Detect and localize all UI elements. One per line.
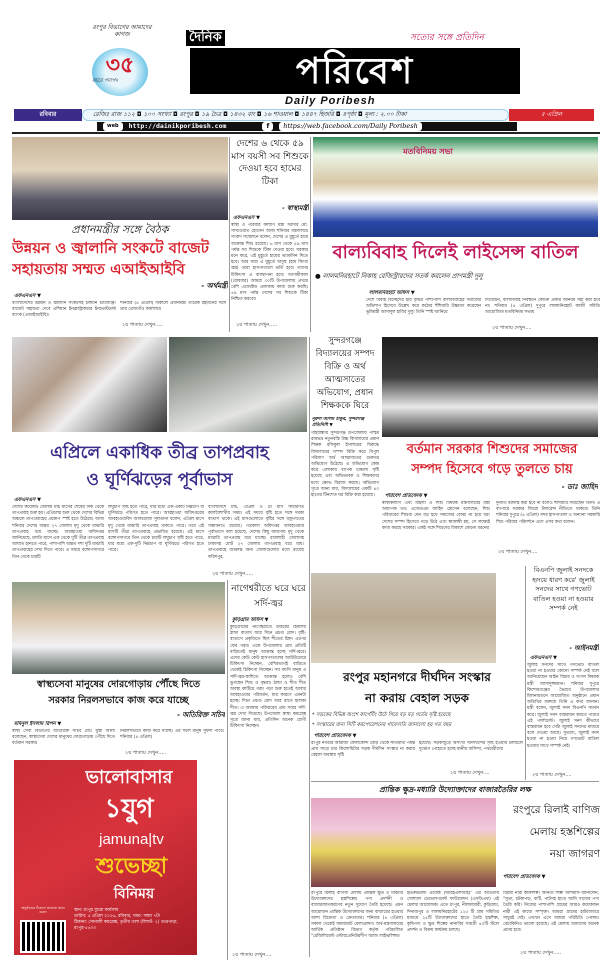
child-marriage-continued[interactable]: ২য় পাতায় দেখুন.... (492, 325, 532, 331)
ad-line-2: ১যুগ (104, 794, 154, 824)
health-service-headline-2[interactable]: সরকার নিরলসভাবে কাজ করে যাচ্ছে (48, 695, 189, 706)
measles-attribution: - স্বাস্থ্যমন্ত্রী (282, 204, 309, 212)
health-service-photo (12, 582, 225, 674)
children-govt-body-2: দুর্নীতি বরদাস্ত করা হবে না বলেও হুঁশিয়ারি দিয়েছেন তিনি। এ ব্যাপারে সরকার জিরো টলারেন্স নীতিতে থাকবে। তিনি শনিবার দুপুরে (৪ এপ্রিল) সদর হাসপাতাল ও অন্যান্য সরকারি শিশু পরিবার পরিদর্শনে এসে এসব কথা বলেন। (496, 501, 600, 525)
roads-headline-1[interactable]: রংপুর মহানগরে দীর্ঘদিন সংস্কার (343, 670, 491, 684)
child-marriage-body-1: দেশে বিবাহ বিচ্ছেদের হার বৃদ্ধির পাশাপাশি বাল্যবিবাহের সমাজের অভিশাপ হিসেবে উল্লেখ করে কঠোর হুঁশিয়ারি উচ্চারণ করেছেন ভূমিমন্ত্রী আসাদুল হাবিব দুলু। তিনি স্পষ্ট জানিয়ে (366, 298, 481, 316)
child-marriage-subhead: ● লালমনিরহাটে নিকাহ রেজিস্ট্রারদের সতর্ক করলেন প্রাণমন্ত্রী দুলু (315, 272, 483, 280)
column-rule (227, 580, 228, 960)
children-govt-byline: পরিবেশ প্রতিবেদক ▼ (385, 493, 428, 499)
handicraft-headline-3[interactable]: নয়া জাগরণ (549, 848, 600, 860)
heatwave-continued[interactable]: ২য় পাতায় দেখুন..... (212, 571, 254, 577)
logo-prefix: দৈনিক (186, 30, 225, 46)
cyclone-photo (169, 337, 307, 432)
column-rule (310, 137, 311, 332)
handicraft-continued[interactable]: ২য় পাতায় দেখুন..... (520, 950, 562, 956)
nageshwari-continued[interactable]: ২য় পাতায় দেখুন.... (232, 952, 272, 958)
measles-byline: এফএনএস ▼ (233, 215, 260, 221)
handicraft-photo (311, 798, 496, 887)
qr-code-icon[interactable] (20, 920, 66, 953)
health-service-body-1: স্বাস্থ্য সেবা বিভাগের অতিরিক্ত সচিব মোঃ মুস্তা আলী বলেছেন, স্বাস্থ্যসেবা দেশের মানুষের দোরগোড়ায় পৌঁছে দিতে বর্তমান সরকার (12, 729, 115, 747)
pm-meeting-body-1: বাংলাদেশের উন্নয়ন ও জ্বালানি সংকটসহ চলমান চ্যালেঞ্জিং বাজেট সহায়তা দেবে এশিয়ান ইনফ্রাস্ট্রাকচার ইনভেস্টমেন্ট ব্যাংক (এআইআইবি)। (12, 301, 116, 319)
children-govt-photo (382, 337, 598, 437)
heatwave-headline-2[interactable]: ও ঘূর্ণিঝড়ের পূর্বাভাস (86, 470, 233, 490)
nageshwari-body: কুড়িগ্রামের নাগেশ্বরীতে উত্তরের হিমালয় ঠান্ডা বাতাস আর দিনে প্রচণ্ড রোদ। বৃষ্টি-বাতাসে প্রকৃতিতে ছিল শীতের চিহ্ন। এরপর ফের গরম। একে উপজেলার প্রায় প্রতিটি বাড়িতেই মানুষ আক্রান্ত হচ্ছে সর্দি-জ্বরে। এদের কেউ কেউ হাসপাতালের আউটডোরে চিকিৎসা নিচ্ছেন, বেশিরভাগই বাড়িতে থেকেই চিকিৎসা নিচ্ছেন। সব বয়সি মানুষ এ সর্দি-জ্বর-কাশিতে আক্রান্ত হলেও বেশি ভুগছেন শিশু ও বৃদ্ধরা। ঠান্ডা ও শীত শীত অবস্থা কাটিয়ে গরম পড়া শুরু হতেই আবার আবহাওয়ার পরিবর্তন, যার কারণে এমনটা হচ্ছে। দিনে প্রচণ্ড রোদ আর রাতে হালকা শীত। এ অবস্থায় পরিবারের প্রায় সবার সর্দি-জ্বর দেখা দিয়েছে। উপজেলা স্বাস্থ্য কমপ্লেক্স সূত্রে জানা যায়, প্রতিদিন অনেক রোগী চিকিৎসা নিচ্ছেন। (230, 625, 306, 730)
pm-meeting-continued[interactable]: ২য় পাতায় দেখুন..... (122, 322, 164, 328)
bnp-charter-body: জুলাই সনদের সাথে গণভোট বাতিল হওয়া না হওয়ার কোনো সম্পর্ক নেই বলে জানিয়েছেন আইন বিচার ও সংসদ বিষয়ক মন্ত্রী আসাদুজ্জামান। শনিবার দুপুরে কিশোরগঞ্জের ভৈরবে উপজেলার মিলনায়তনে আয়োজিত অনুষ্ঠানে প্রধান অতিথির বক্তব্যে তিনি এ কথা জানান। মন্ত্রী বলেন, জুলাই সনদ বিএনপি সমর্থন করে। জুলাই সনদ বাস্তবায়ন করতে পারবে এই পার্লামেন্ট। জুলাই সনদ কীভাবে বাস্তবায়ন হবে সেটা জুলাই সনদের মাধ্যমে বলে দেওয়া আছে। সুতরাং, জুলাই সনদ হওয়া না হওয়া নিয়ে গণভোট বাতিল হওয়ার সাথে সম্পর্ক নেই। (527, 663, 599, 749)
heatwave-body-1: দেশের কয়েকটি জেলায় মার্চ মাসের শেষের দিক থেকে তাপপ্রবাহ শুরু হয়। এপ্রিলের শুরু থেকে দেশের বিভিন্ন অঞ্চলে তাপপ্রবাহের প্রকোপ স্পষ্ট হতে উঠেছে। আজ শনিবার দেশের অন্তত ২৭ জেলায় মৃদু থেকে মাঝারি তাপপ্রবাহ বয়ে যাচ্ছে। আবহাওয়া অধিদপ্তর জানিয়েছে, চলতি মাসে এক থেকে দুটি তীব্র তাপপ্রবাহ আঘাত হানতে পারে, পাশাপাশি অন্তত দশা দুটি মাঝারি তাপপ্রবাহের দেখা দিতে পারে। এ সময়ে বঙ্গোপসাগরে তিন থেকে চারটি (12, 505, 104, 560)
child-marriage-photo (313, 137, 598, 237)
child-marriage-subhead-text: লালমনিরহাটে নিকাহ রেজিস্ট্রারদের সতর্ক করলেন প্রাণমন্ত্রী দুলু (322, 272, 483, 280)
nageshwari-byline: কুড়িগ্রাম অফিস ▼ (232, 617, 269, 623)
health-service-headline-1[interactable]: স্বাস্থ্যসেবা মানুষের দোরগোড়ায় পৌঁছে দিতে (37, 679, 200, 690)
ad-info (74, 908, 194, 932)
health-service-byline: মমিনুল ইসলাম রিপন ▼ (14, 721, 62, 727)
heatwave-body-3: বাংলাদেশে মার্চ, এপ্রিল ও মে মাস সাধারণত কালবৈশাখীর সময়। এই সময়ে বৃষ্টি হতে সঙ্গে দমকা বাতাস থাকে। এই মাসগুলোতে বৃষ্টির সঙ্গে বজ্রপাতের সম্ভাবনাও রয়েছে। গতকাল অধিদপ্তর আবহাওয়ার পূর্বাভাসে বলা হয়েছে, দেশের কিছু জায়গায় মৃদু থেকে মাঝারি তাপপ্রবাহ বয়ে যাচ্ছে। রাজশাহী জেলাসহ ঢাকাসহ মোট ২৭ জেলায় তাপপ্রবাহ বয়ে যায়। তাপপ্রবাহে আক্রান্ত অন্য জেলাগুলোর মধ্যে রয়েছে ফরিদপুর, (208, 505, 304, 560)
roads-bullet-2: * সংস্কারের জন্য সিটি করপোরেশনের গাফেলতি জানালো হয় গত বছর (312, 722, 452, 728)
handicraft-body-3: বিপ্লবী নারী কারুশিল্প। অনিতা শিল্পী আশরাফ জানালেন, "সুতা, চটকাপড়, বাটি, পাটসহ হাতে আমি খাদ্যের পণ্য তৈরি করি। নিজের পাশাপাশি গ্রামের আরও কয়েকজন নারী এই কাজে সম্পৃক্ত। আমরা গ্রামের হাটবাজারে সাধুরই দেই। এখানে এসে আমরা পরিচিতি পেলাম। বেচাকিনিও ভালো হয়েছে। এই মেলায় আমাদের অনেক প্রচার হবে। (503, 891, 599, 934)
web-icon: web (103, 122, 123, 131)
pm-meeting-photo (12, 137, 228, 220)
roads-headline-2[interactable]: না করায় বেহাল সড়ক (365, 691, 469, 705)
edition-day: রবিবার (14, 109, 82, 121)
ad-qr-label: অনুষ্ঠানের ঠিকানা জানতে স্ক্যান করুন (21, 906, 65, 914)
handicraft-body-2: ইমপ্রুভমেন্ট প্রজেক্ট (আরইএলআই)" এর আওতায় সোশ্যাল ডেভেলপমেন্ট ফাউন্ডেশন (এসডিএফ) এই মেলার আয়োজক। এতে রংপুর, নীলফামারী, কুড়িগ্রাম, দিনাজপুর ও লালমনিরহাটের ১২৫ টি গ্রাম সমিতির মাধ্যমে ২৫টি উদ্যোক্তাদের হাতে তৈরি হস্তশিল্প, কৃষিপণ্য ও ক্ষুদ্র শিল্পের নানাবিধ সামগ্রী ৪০টি স্টলে প্রদর্শন ও বিক্রয় কার্যক্রম চলছে। (407, 891, 499, 934)
child-marriage-headline[interactable]: বাল্যবিবাহ দিলেই লাইসেন্স বাতিল (332, 242, 579, 263)
facebook-icon: f (262, 122, 273, 131)
bnp-charter-byline: এফএনএস ▼ (530, 655, 557, 661)
measles-body: স্বাস্থ্য ও পরিবার কল্যাণ মন্ত্রী সরদার মো. সাখাওয়াত হোসেন আজ শনিবার মন্ত্রণালয়ে সংবাদ সম্মেলনে বলেন, দেশের এ মুহূর্তে হামে আক্রান্ত শিশু রয়েছে। ৬ মাস থেকে ৫৯ মাস পর্যন্ত সব শিশুকে টিকা দেওয়া হবে। সরকার মনে করে, এই মুহূর্তে হামের ভ্যাকসিন দিতে হবে। আর যারা এ মুহূর্তে অসুস্থ (হাম কিংবা জ্বর) তারা হাসপাতালে ভর্তি হবে। তাদের চিকিৎসা এ ব্যবস্থাপনা হবে। আগামীকাল (রোববার) আমরা ৩০টি উপজেলায় প্রথমে বেশি এফেক্টেড এলাকায় কাজ শুরু করছি। ৫৯ মাস পর্যন্ত দেশের সব শিশুকে টিকা নিশ্চিত করবো। (231, 223, 308, 303)
handicraft-kicker: প্রান্তিক ক্ষুদ্র-মধ্যারি উদ্যোক্তাদের বাজারতৈরির লক্ষ (379, 785, 531, 794)
meeting-banner-text: মতবিনিময় সভা (403, 147, 453, 156)
heatwave-byline: এফএনএস ▼ (14, 497, 41, 503)
ad-datetime: তারিখ: ৫ এপ্রিল ২০২৬, রবিবার, সময়: সন্ধ্যা ৭টা (74, 914, 160, 919)
ad-line-4: বিনিময় (113, 886, 155, 902)
column-rule (309, 337, 310, 957)
handicraft-byline: পরিবেশ প্রতিবেদক ▼ (503, 874, 546, 880)
roads-byline: পরিবেশ প্রতিবেদক ▼ (314, 733, 357, 739)
pm-meeting-headline-1[interactable]: উন্নয়ন ও জ্বালানি সংকটে বাজেট (12, 239, 209, 257)
heatwave-photo (12, 337, 167, 432)
anniversary-text: বছরে পদার্পণ (92, 78, 119, 84)
ad-channel-logo: jamuna|tv (99, 831, 164, 848)
anniversary-badge (92, 48, 148, 96)
anniversary-number: ৩৫ (105, 52, 135, 78)
column-rule (525, 566, 526, 780)
measles-continued[interactable]: ২য় পাতায় দেখুন..... (236, 322, 278, 328)
ad-line-1: ভালোবাসার (85, 767, 173, 788)
school-property-body: গাইবান্ধার সুন্দরগঞ্জ উপজেলার পশ্চিম রামভদ্র নতুনবস্তি উচ্চ বিদ্যালয়ের প্রধান শিক্ষক রফিকুল ইসলামের বিরুদ্ধে বিদ্যালয়ের সম্পদ বিক্রি করে বিপুল পরিমাণ অর্থ আত্মসাতের গুরুতর অভিযোগ উঠেছে। এ অভিযোগ কেন্দ্র করে এলাকায় ব্যাপক চাঞ্চল্য সৃষ্টি হয়েছে এবং অভিভাবক ও শিক্ষকদের মধ্যে ক্ষোভ বিরাজ করছে। অভিযোগ সূত্রে জানা যায়, বিদ্যালয়ের একটি ৪০ হাতের টিনশেড ঘর বিক্রি করা হয়েছে। (311, 431, 379, 499)
edition-info: রেজিঃ রাজ ১১২ ◘ ১০০ সংখ্যা ◘ রংপুর ◘ ১৯ চৈত্র ◘ ১৪৩২ বাং ◘ ১৬ শাওয়াল ◘ ১৪৪৭ হিজরি ◘ ৪পৃষ্ঠা ◘ মূল্য : ২.০০ টাকা (82, 109, 509, 121)
children-govt-attribution: - ডাঃ জাহিদ (561, 482, 598, 491)
pm-meeting-attribution: - অর্থমন্ত্রী (201, 281, 228, 290)
child-marriage-body-2: দিয়েছেন, বাল্যবিবাহ নিবন্ধনে কোনো প্রকার অনিয়ম সহ্য করা হবে না। শনিবার (৪ এপ্রিল) দুপুরে লালমনিরহাট কাজী সমিতি আয়োজিত মতবিনিময় সভায় (485, 298, 600, 316)
bnp-charter-attribution: - আইনমন্ত্রী (569, 644, 599, 652)
logo-english: Daily Poribesh (285, 95, 376, 107)
children-govt-continued[interactable]: ২য় পাতায় দেখুন.... (498, 549, 538, 555)
children-govt-body-1: স্বাস্থ্যকল্যাণ এবং মহিলা ও শিশু বিষয়ক মন্ত্রণালয়ের মন্ত্রী অধ্যাপক ডাঃ এজেডএম জাহিদ হোসেন বলেছেন, শিশু পরিবারের শিশুরা যেন বড় হয়ে সমাজের বোঝা না হয়ে বরং দেশের সম্পদ হিসেবে গড়ে উঠে এবং স্বাবলম্বী হয়, সে লক্ষ্যেই কাজ করছে সরকার। একই সঙ্গে শিশুদের বিকাশে কোনো ধরনের (382, 501, 490, 531)
children-govt-headline-1[interactable]: বর্তমান সরকার শিশুদের সমাজের (406, 442, 578, 457)
roads-continued[interactable]: ২য় পাতায় দেখুন.... (450, 770, 490, 776)
regional-tagline: রংপুর বিভাগের আমাদের কাগজ (92, 24, 152, 38)
column-rule (229, 137, 230, 332)
child-marriage-byline: লালমনিরহাট অফিস ▼ (369, 290, 415, 296)
roads-photo (311, 573, 496, 663)
edition-date: ৫ এপ্রিল (509, 109, 594, 121)
section-divider (311, 781, 599, 782)
health-service-continued[interactable]: ২য় পাতায় দেখুন..... (125, 750, 167, 756)
edition-bar (14, 109, 594, 121)
bnp-charter-continued[interactable]: ২য় পাতায় দেখুন.... (532, 772, 572, 778)
facebook-link[interactable]: https://web.facebook.com/Daily Poribesh (279, 122, 422, 131)
motto: সত্যের সঙ্গে প্রতিদিন (410, 33, 484, 43)
newspaper-logo: পরিবেশ (190, 48, 520, 94)
children-govt-headline-2[interactable]: সম্পদ হিসেবে গড়ে তুলতে চায় (411, 462, 573, 477)
handicraft-headline-1[interactable]: রংপুরে রিলাই বাণিজ (513, 804, 600, 816)
handicraft-body-1: রংপুরে রিলাই বাণিজ মেলায় প্রান্তিক ক্ষুদ্র ও মাঝারি উদ্যোক্তাদের হস্তশিল্পের পণ্য প্রদর্শনী ও বাজারজাতকরণের নতুন সুযোগ তৈরি হয়েছে। এমন আয়োজন প্রান্তিক উদ্যোক্তাদের জন্য বাজারের হওয়ার আশা বিক্রেতা ও ক্রেতাদের। শনিবার (৪ এপ্রিল) সকাল থেকেই জমজমাট মেলাপ্রাঙ্গণ। অর্থ-মন্ত্রণালয়ের আর্থিক প্রতিষ্ঠান বিভাগ কর্তৃক পরিচালিত "রেজিলিয়েন্ট এন্টারপ্রেনিউরশীপ অ্যান্ড লাইভলিহুড (311, 891, 403, 940)
jamuna-tv-advertisement[interactable] (14, 760, 197, 955)
website-link[interactable]: http://dainikporibesh.com (128, 122, 227, 130)
masthead-divider (12, 132, 600, 134)
masthead (0, 0, 610, 107)
heatwave-body-2: লঘুচাপ সৃষ্টি হতে পারে, যার মধ্যে এক-একটি নিম্নচাপ বা ঘূর্ণিঝড়ে পরিণত হতে পারে। আবহাওয়া অধিদপ্তরের আবহাওয়াবিদ আফরোজা সুলতানা বলেন, এপ্রিল মাসে মৃদু থেকে মাঝারি তাপপ্রবাহ থাকতে পারে। তবে এই মাসটি তীব্র তাপপ্রবাহে প্রভাবিত হয়েছে। এই মাসে বঙ্গোপসাগরে তিন থেকে চারটি লঘুচাপ সৃষ্টি হতে পারে, যার মধ্যে এক-দুটি নিম্নচাপ বা ঘূর্ণিঝড়ে পরিণত হতে পারে। (108, 505, 204, 554)
heatwave-headline-1[interactable]: এপ্রিলে একাধিক তীব্র তাপপ্রবাহ (50, 443, 269, 463)
roads-body-2: হয়েছে। সড়কজুড়ে অসংখ্য খানাখন্দের সৃষ্টি হওয়ায় চলাচলে দুর্ভোগ পোহাতে হচ্ছে স্থানীয় বাসিন্দা, পথচারীদের (419, 741, 523, 753)
pm-meeting-headline-2[interactable]: সহায়তায় সম্মত এআইআইবি (12, 260, 185, 278)
bnp-charter-headline[interactable]: বিএনপি জুলাই সনদকে হৃদয়ে ধারণ করে' জুলাই সনদের সাথে গণভোট বাতিল হওয়া না হওয়ার সম্পর্ক নেই (532, 566, 595, 612)
ad-venue: স্থান: রংপুর ব্যুরো কার্যালয় (74, 908, 119, 913)
ad-address: ঠিকানা: সোনালী কমপ্লেক্স, তৃতীয় তলা (লিফট- ২) গুপ্তপাড়া, রংপুর-৫৪০০ (74, 920, 178, 931)
roads-body-1: রংপুর নগরীর আরাজী কোলকোন্দ মোড় থেকে সাতমাথা পর্যন্ত প্রায় সাড়ে চার কিলোমিটার সড়ক দীর্ঘদিন সংস্কার না করায় বেহাল অবস্থায় সৃষ্টি (311, 741, 415, 759)
school-property-headline[interactable]: সুন্দরগঞ্জে বিদ্যালয়ের সম্পদ বিক্রি ও অর্থ আত্মসাতের অভিযোগ, প্রধান শিক্ষককে ঘিরে (315, 336, 375, 411)
ad-line-3: শুভেচ্ছা (95, 854, 168, 879)
measles-headline[interactable]: দেশের ৬ থেকে ৫৯ মাস বয়সী সব শিশুকে দেওয়া হবে হামের টিকা (231, 139, 309, 187)
web-bar (97, 122, 517, 131)
pm-meeting-byline: এফএনএস ▼ (14, 293, 41, 299)
pm-meeting-body-2: শনিবার (৪ এপ্রিল) বিকালে প্রধানমন্ত্রী তারেক রহমানের সঙ্গে তার তেজগাঁও কার্যালয়ে (120, 301, 226, 313)
nageshwari-headline[interactable]: নাগেশ্বরীতে ঘরে ঘরে সর্দি-জ্বর (231, 584, 306, 609)
roads-bullet-1: * সড়কের বিভিন্ন অংশে কার্পেটিং উঠে গিয়ে বড় বড় গর্তের সৃষ্টি হয়েছে (312, 712, 451, 718)
school-property-byline: নুরুল আলম ঠাকুর, সুন্দরগঞ্জ প্রতিনিধি ▼ (312, 417, 365, 428)
health-service-body-2: নিরলসভাবে কাজ করে যাচ্ছে। এর ফলে মানুষ সুফল পাবে। শনিবার (৪ এপ্রিল) (120, 729, 224, 741)
health-service-attribution: - অতিরিক্ত সচিব (176, 710, 225, 719)
handicraft-headline-2[interactable]: মেলায় হস্তশিল্পের (529, 826, 600, 838)
pm-meeting-kicker: প্রধানমন্ত্রীর সঙ্গে বৈঠক (71, 223, 169, 236)
